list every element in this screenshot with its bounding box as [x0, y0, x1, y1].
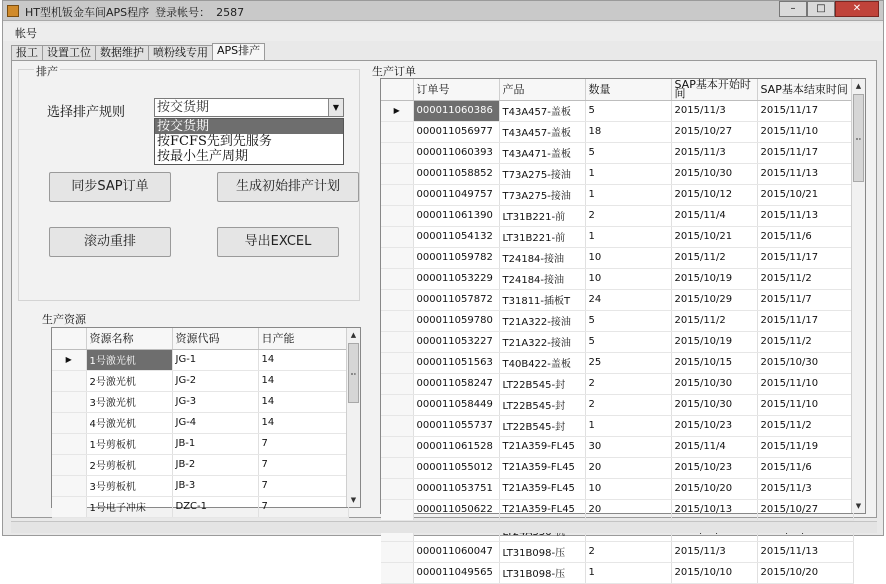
table-cell[interactable]: 2015/11/10 [757, 394, 853, 415]
table-cell[interactable]: 1号电子冲床 [86, 496, 172, 517]
table-cell[interactable]: 5 [585, 331, 671, 352]
resources-table [52, 328, 349, 518]
table-cell[interactable]: 2015/11/6 [757, 457, 853, 478]
table-cell[interactable]: T21A359-FL45 [499, 499, 585, 520]
table-cell[interactable]: 2015/10/23 [671, 415, 757, 436]
rule-option[interactable]: 按FCFS先到先服务 [157, 134, 272, 149]
app-window [2, 0, 884, 580]
tab-set-station[interactable]: 设置工位 [42, 45, 96, 61]
table-cell[interactable]: 000011049757 [413, 184, 499, 205]
table-cell[interactable]: LT22B545-封 [499, 415, 585, 436]
table-cell[interactable]: 000011054132 [413, 226, 499, 247]
title-bar[interactable] [3, 1, 883, 21]
table-cell[interactable]: T21A322-接油 [499, 310, 585, 331]
table-row[interactable] [52, 349, 348, 370]
row-header[interactable] [381, 289, 413, 310]
table-cell[interactable]: 1 [585, 562, 671, 583]
rule-label: 选择排产规则 [47, 105, 126, 120]
table-cell[interactable]: T24184-接油 [499, 268, 585, 289]
table-cell[interactable]: 1 [585, 226, 671, 247]
table-cell[interactable]: 10 [585, 268, 671, 289]
table-row[interactable] [52, 454, 348, 475]
column-header[interactable]: 资源名称 [86, 328, 172, 349]
table-cell[interactable]: 10 [585, 478, 671, 499]
table-cell[interactable]: 2 [585, 541, 671, 562]
table-cell[interactable]: 2015/10/30 [671, 373, 757, 394]
table-cell[interactable]: 2015/10/30 [757, 352, 853, 373]
row-header[interactable] [52, 433, 86, 454]
table-cell[interactable]: 2015/11/2 [671, 310, 757, 331]
row-header[interactable] [381, 184, 413, 205]
table-cell[interactable]: 2 [585, 205, 671, 226]
row-header[interactable] [381, 163, 413, 184]
table-cell[interactable]: 2015/11/17 [757, 247, 853, 268]
table-cell[interactable]: 10 [585, 247, 671, 268]
table-cell[interactable]: 000011061528 [413, 436, 499, 457]
row-header[interactable] [381, 352, 413, 373]
table-cell[interactable]: 2 [585, 394, 671, 415]
resources-scrollbar[interactable] [346, 328, 360, 507]
table-cell[interactable]: 2015/10/19 [671, 331, 757, 352]
row-header-corner [52, 328, 86, 349]
table-cell[interactable]: 7 [258, 433, 348, 454]
table-cell[interactable]: 2015/11/7 [757, 289, 853, 310]
window-title-text: HT型机钣金车间APS程序 [25, 6, 150, 19]
table-cell[interactable]: 2015/11/6 [757, 226, 853, 247]
table-cell[interactable]: 2号剪板机 [86, 454, 172, 475]
rule-dropdown-list [154, 118, 344, 165]
orders-scrollbar[interactable] [851, 79, 865, 513]
table-row[interactable] [381, 331, 853, 352]
table-cell[interactable]: 18 [585, 121, 671, 142]
row-header[interactable] [381, 436, 413, 457]
table-cell[interactable]: 000011049565 [413, 562, 499, 583]
table-cell[interactable]: 2015/11/10 [757, 373, 853, 394]
table-cell[interactable]: 000011061390 [413, 205, 499, 226]
table-cell[interactable]: 14 [258, 349, 348, 370]
scroll-up-icon[interactable]: ▲ [350, 331, 357, 339]
table-cell[interactable]: JB-3 [172, 475, 258, 496]
close-icon[interactable]: ✕ [835, 1, 879, 17]
scroll-down-icon[interactable]: ▼ [350, 496, 357, 504]
row-header[interactable] [381, 247, 413, 268]
table-cell[interactable]: T73A275-接油 [499, 184, 585, 205]
status-bar [11, 521, 877, 533]
table-cell[interactable]: T21A322-接油 [499, 331, 585, 352]
column-header[interactable]: 产品 [499, 79, 585, 100]
user-value: 2587 [216, 6, 245, 19]
table-cell[interactable]: 20 [585, 457, 671, 478]
row-header[interactable] [381, 142, 413, 163]
table-cell[interactable]: LT31B098-压 [499, 562, 585, 583]
row-header[interactable] [381, 541, 413, 562]
table-row[interactable] [381, 310, 853, 331]
resources-grid[interactable] [51, 327, 361, 514]
table-cell[interactable]: 14 [258, 370, 348, 391]
row-header[interactable] [52, 391, 86, 412]
table-cell[interactable]: 1 [585, 415, 671, 436]
table-cell[interactable]: 1号激光机 [86, 349, 172, 370]
table-row[interactable] [381, 247, 853, 268]
table-cell[interactable]: 2015/10/30 [671, 163, 757, 184]
table-cell[interactable]: 2015/10/21 [757, 184, 853, 205]
table-cell[interactable]: 2015/11/17 [757, 100, 853, 121]
column-header[interactable]: SAP基本结束时间 [757, 79, 853, 100]
table-row[interactable] [52, 433, 348, 454]
table-cell[interactable]: 000011059780 [413, 310, 499, 331]
resources-group-title: 生产资源 [42, 313, 86, 326]
orders-group-title: 生产订单 [372, 65, 416, 78]
table-cell[interactable]: 000011058449 [413, 394, 499, 415]
table-cell[interactable]: 000011055012 [413, 457, 499, 478]
table-cell[interactable]: 1 [585, 184, 671, 205]
table-cell[interactable]: 2015/11/13 [757, 163, 853, 184]
scrollbar-thumb[interactable] [853, 94, 864, 182]
row-header[interactable] [52, 454, 86, 475]
table-cell[interactable]: JB-2 [172, 454, 258, 475]
table-cell[interactable]: 2015/10/15 [671, 352, 757, 373]
table-cell[interactable]: 2015/11/2 [671, 247, 757, 268]
table-cell[interactable]: DZC-1 [172, 496, 258, 517]
table-cell[interactable]: LT22B545-封 [499, 373, 585, 394]
table-cell[interactable]: 000011060393 [413, 142, 499, 163]
table-cell[interactable]: 2015/11/10 [757, 121, 853, 142]
row-header[interactable] [381, 394, 413, 415]
table-cell[interactable]: 20 [585, 499, 671, 520]
row-header[interactable] [381, 268, 413, 289]
table-cell[interactable]: 5 [585, 142, 671, 163]
column-header[interactable]: 资源代码 [172, 328, 258, 349]
table-row[interactable] [381, 499, 853, 520]
table-cell[interactable]: T24184-接油 [499, 247, 585, 268]
schedule-group-title: 排产 [36, 65, 58, 78]
table-cell[interactable]: 000011057872 [413, 289, 499, 310]
table-cell[interactable]: 2015/11/4 [671, 205, 757, 226]
maximize-icon[interactable]: □ [807, 1, 835, 17]
row-header[interactable] [381, 310, 413, 331]
aps-tab-page [11, 60, 877, 580]
table-cell[interactable]: 3号剪板机 [86, 475, 172, 496]
table-cell[interactable]: T21A359-FL45 [499, 478, 585, 499]
row-header[interactable] [381, 121, 413, 142]
table-row[interactable] [381, 100, 853, 121]
table-cell[interactable]: 2015/10/21 [671, 226, 757, 247]
row-header[interactable] [52, 496, 86, 517]
table-cell[interactable]: 2015/11/13 [757, 541, 853, 562]
table-row[interactable] [381, 268, 853, 289]
generate-plan-button[interactable]: 生成初始排产计划 [217, 172, 359, 202]
tab-report-work[interactable]: 报工 [11, 45, 43, 61]
table-cell[interactable]: 000011059782 [413, 247, 499, 268]
table-cell[interactable]: LT31B221-前 [499, 205, 585, 226]
app-icon [7, 5, 19, 17]
window-controls [779, 1, 879, 19]
column-header[interactable]: 数量 [585, 79, 671, 100]
row-header[interactable] [381, 331, 413, 352]
scrollbar-grip [351, 373, 356, 375]
table-row[interactable] [381, 226, 853, 247]
row-header[interactable] [381, 205, 413, 226]
table-row[interactable] [52, 412, 348, 433]
export-excel-button[interactable]: 导出EXCEL [217, 227, 339, 257]
table-cell[interactable]: T43A457-盖板 [499, 121, 585, 142]
table-cell[interactable]: 000011053751 [413, 478, 499, 499]
table-cell[interactable]: 2015/10/30 [671, 394, 757, 415]
table-cell[interactable]: 7 [258, 475, 348, 496]
table-cell[interactable]: 2015/11/2 [757, 415, 853, 436]
table-cell[interactable]: 2015/10/27 [757, 499, 853, 520]
rule-option[interactable]: 按交货期 [155, 119, 343, 134]
table-row[interactable] [381, 289, 853, 310]
orders-table-body [381, 100, 853, 583]
row-header[interactable] [381, 478, 413, 499]
minimize-icon[interactable]: – [779, 1, 807, 17]
table-cell[interactable]: 2015/10/23 [671, 457, 757, 478]
table-cell[interactable]: 25 [585, 352, 671, 373]
table-cell[interactable]: 000011060047 [413, 541, 499, 562]
table-cell[interactable]: 000011055737 [413, 415, 499, 436]
chevron-down-icon[interactable]: ▼ [328, 99, 343, 116]
table-cell[interactable]: 2015/10/12 [671, 184, 757, 205]
table-cell[interactable]: 000011056977 [413, 121, 499, 142]
table-cell[interactable]: 24 [585, 289, 671, 310]
window-title [25, 4, 250, 20]
table-cell[interactable]: T31811-插板T [499, 289, 585, 310]
table-cell[interactable]: 2015/10/27 [671, 121, 757, 142]
sync-sap-button[interactable]: 同步SAP订单 [49, 172, 171, 202]
table-cell[interactable]: 5 [585, 100, 671, 121]
table-cell[interactable]: T21A359-FL45 [499, 436, 585, 457]
row-header[interactable] [52, 475, 86, 496]
row-header[interactable] [381, 457, 413, 478]
table-row[interactable] [381, 142, 853, 163]
table-row[interactable] [381, 415, 853, 436]
tab-powder-line[interactable]: 喷粉线专用 [148, 45, 213, 61]
table-cell[interactable]: 2015/11/3 [671, 541, 757, 562]
scroll-down-icon[interactable]: ▼ [855, 502, 862, 510]
table-cell[interactable]: 2 [585, 373, 671, 394]
user-label: 登录帐号： [155, 6, 211, 19]
table-cell[interactable]: 000011058247 [413, 373, 499, 394]
table-row[interactable] [52, 391, 348, 412]
scroll-up-icon[interactable]: ▲ [855, 82, 862, 90]
table-cell[interactable]: 2015/10/29 [671, 289, 757, 310]
column-header[interactable]: SAP基本开始时间 [671, 79, 757, 100]
table-cell[interactable]: 30 [585, 436, 671, 457]
table-cell[interactable]: 000011050622 [413, 499, 499, 520]
table-cell[interactable]: 2015/11/4 [671, 436, 757, 457]
resources-table-body [52, 349, 348, 517]
table-cell[interactable]: 000011051563 [413, 352, 499, 373]
table-cell[interactable]: 2015/10/20 [671, 478, 757, 499]
column-header[interactable]: 日产能 [258, 328, 348, 349]
table-cell[interactable]: 2015/11/19 [757, 436, 853, 457]
rule-combo[interactable] [154, 98, 344, 117]
tab-data-maintenance[interactable]: 数据维护 [95, 45, 149, 61]
table-cell[interactable]: JB-1 [172, 433, 258, 454]
table-cell[interactable]: 14 [258, 412, 348, 433]
table-cell[interactable]: T21A359-FL45 [499, 457, 585, 478]
row-header[interactable] [52, 370, 86, 391]
row-header[interactable] [381, 499, 413, 520]
resources-header-row [52, 328, 348, 349]
table-cell[interactable]: 1号剪板机 [86, 433, 172, 454]
table-cell[interactable]: LT22B545-封 [499, 394, 585, 415]
table-cell[interactable]: 5 [585, 310, 671, 331]
table-row[interactable] [52, 475, 348, 496]
table-row[interactable] [381, 163, 853, 184]
orders-table [381, 79, 854, 584]
table-cell[interactable]: JG-3 [172, 391, 258, 412]
table-row[interactable] [381, 478, 853, 499]
table-cell[interactable]: LT31B221-前 [499, 226, 585, 247]
table-cell[interactable]: 2015/11/3 [671, 142, 757, 163]
table-row[interactable] [381, 121, 853, 142]
table-cell[interactable]: 2015/11/17 [757, 142, 853, 163]
table-row[interactable] [52, 496, 348, 517]
table-row[interactable] [381, 373, 853, 394]
scrollbar-grip [856, 138, 861, 140]
current-row-arrow-icon[interactable]: ▶ [52, 349, 86, 370]
table-cell[interactable]: T43A457-盖板 [499, 100, 585, 121]
table-cell[interactable]: T40B422-盖板 [499, 352, 585, 373]
menu-bar [3, 23, 883, 41]
table-cell[interactable]: 2015/11/3 [671, 100, 757, 121]
table-cell[interactable]: LT31B098-压 [499, 541, 585, 562]
table-cell[interactable]: 2015/11/17 [757, 310, 853, 331]
table-cell[interactable]: 2015/11/3 [757, 478, 853, 499]
table-row[interactable] [381, 394, 853, 415]
table-cell[interactable]: 7 [258, 454, 348, 475]
table-row[interactable] [381, 184, 853, 205]
rule-option[interactable]: 按最小生产周期 [157, 149, 249, 164]
table-cell[interactable]: 2015/11/13 [757, 205, 853, 226]
row-header[interactable] [381, 226, 413, 247]
table-cell[interactable]: 2015/10/10 [671, 562, 757, 583]
table-cell[interactable]: 4号激光机 [86, 412, 172, 433]
column-header[interactable]: 订单号 [413, 79, 499, 100]
table-cell[interactable]: T43A471-盖板 [499, 142, 585, 163]
table-cell[interactable]: 7 [258, 496, 348, 517]
rolling-reschedule-button[interactable]: 滚动重排 [49, 227, 171, 257]
table-cell[interactable]: 14 [258, 391, 348, 412]
scrollbar-thumb[interactable] [348, 343, 359, 403]
table-cell[interactable]: 2015/10/20 [757, 562, 853, 583]
table-cell[interactable]: 000011053227 [413, 331, 499, 352]
table-cell[interactable]: 000011058852 [413, 163, 499, 184]
table-cell[interactable]: 2015/11/2 [757, 268, 853, 289]
table-cell[interactable]: 2015/11/2 [757, 331, 853, 352]
row-header[interactable] [381, 373, 413, 394]
table-row[interactable] [381, 562, 853, 583]
table-cell[interactable]: 000011053229 [413, 268, 499, 289]
row-header-corner [381, 79, 413, 100]
table-row[interactable] [381, 457, 853, 478]
table-row[interactable] [381, 352, 853, 373]
table-cell[interactable]: 2015/10/13 [671, 499, 757, 520]
table-cell[interactable]: JG-2 [172, 370, 258, 391]
table-row[interactable] [52, 370, 348, 391]
table-cell[interactable]: JG-1 [172, 349, 258, 370]
tab-aps-schedule[interactable]: APS排产 [212, 43, 265, 61]
row-header[interactable] [52, 412, 86, 433]
table-cell[interactable]: 1 [585, 163, 671, 184]
table-row[interactable] [381, 205, 853, 226]
tab-strip [11, 43, 264, 61]
rule-combo-value: 按交货期 [155, 100, 329, 115]
row-header[interactable] [381, 562, 413, 583]
table-cell[interactable]: 2号激光机 [86, 370, 172, 391]
table-cell[interactable]: 000011060386 [413, 100, 499, 121]
table-cell[interactable]: T73A275-接油 [499, 163, 585, 184]
table-row[interactable] [381, 436, 853, 457]
table-cell[interactable]: 2015/10/19 [671, 268, 757, 289]
current-row-arrow-icon[interactable]: ▶ [381, 100, 413, 121]
table-cell[interactable]: JG-4 [172, 412, 258, 433]
table-cell[interactable]: 3号激光机 [86, 391, 172, 412]
orders-grid[interactable] [380, 78, 866, 580]
row-header[interactable] [381, 415, 413, 436]
table-row[interactable] [381, 541, 853, 562]
orders-header-row [381, 79, 853, 100]
menu-account[interactable]: 帐号 [15, 27, 37, 40]
